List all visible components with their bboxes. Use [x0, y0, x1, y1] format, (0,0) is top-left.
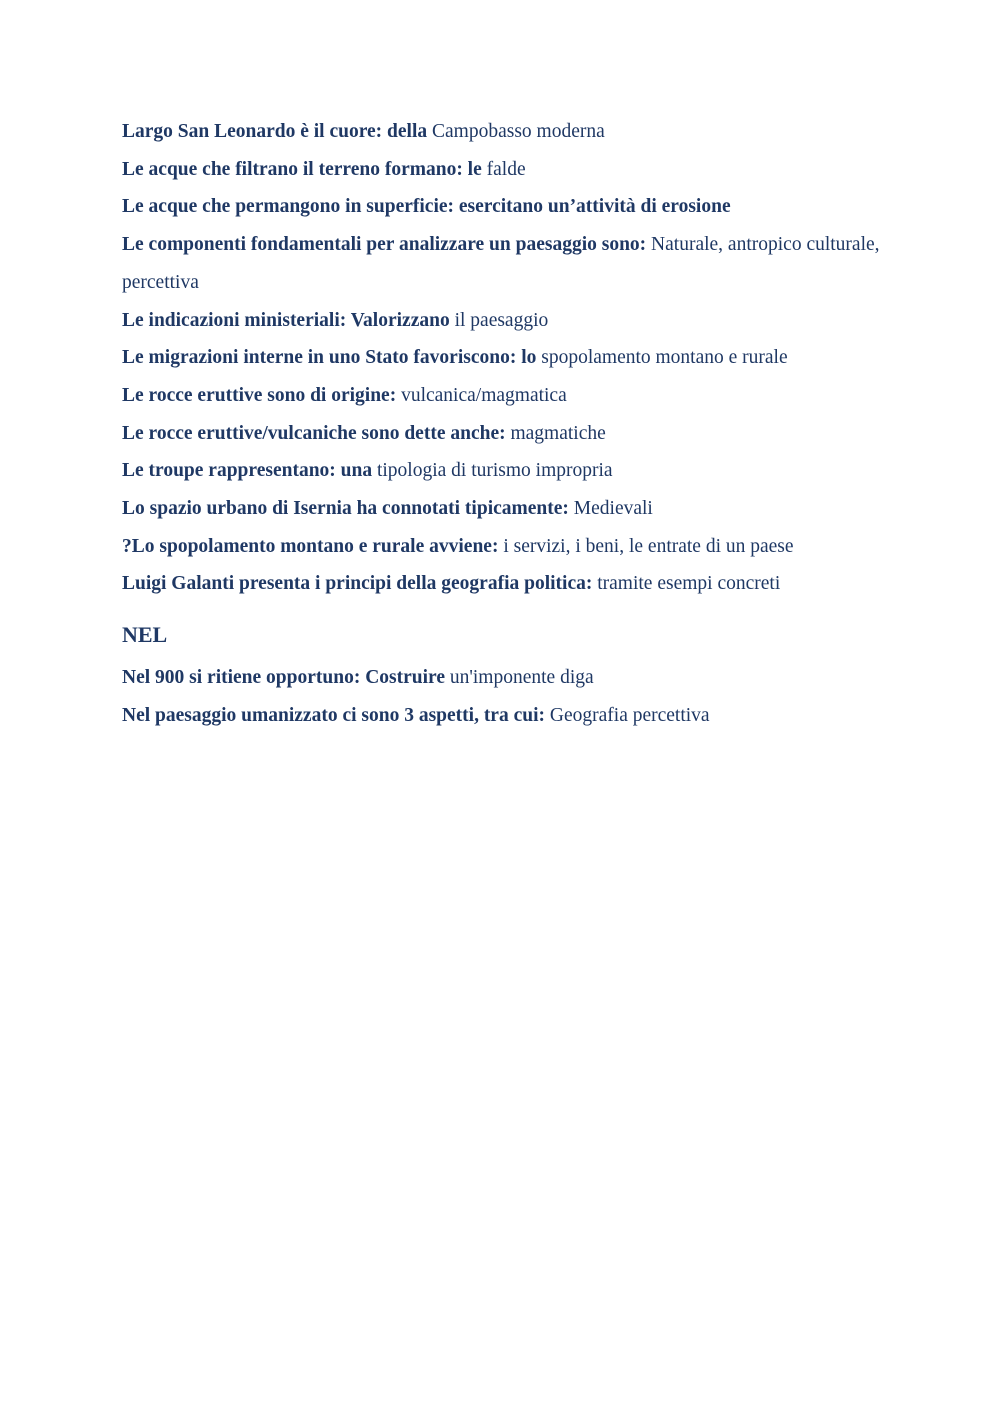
question-text: Le indicazioni ministeriali: Valorizzano: [122, 309, 450, 331]
qa-line: [122, 697, 882, 735]
section-heading: NEL: [122, 622, 168, 648]
section-nel: [122, 615, 882, 734]
answer-text: Naturale, antropico culturale, percettiva: [122, 234, 880, 293]
qa-line: [122, 226, 882, 301]
answer-text: vulcanica/magmatica: [396, 384, 567, 406]
document-content: [122, 113, 882, 735]
answer-text: tipologia di turismo impropria: [372, 460, 613, 482]
answer-text: magmatiche: [505, 422, 606, 444]
question-text: Largo San Leonardo è il cuore: della: [122, 121, 428, 142]
answer-text: Geografia percettiva: [545, 704, 710, 726]
question-text: Nel paesaggio umanizzato ci sono 3 aspetti, tra cui:: [122, 704, 546, 726]
qa-line: [122, 302, 882, 340]
qa-line: [122, 528, 882, 566]
qa-line: [122, 339, 882, 377]
answer-text: Medievali: [568, 498, 653, 520]
answer-text: spopolamento montano e rurale: [536, 347, 788, 369]
answer-text: il paesaggio: [449, 309, 549, 331]
qa-line: [122, 565, 882, 603]
question-text: Le componenti fondamentali per analizzare un paesaggio sono:: [122, 234, 647, 256]
qa-line: [122, 490, 882, 528]
question-text: Nel 900 si ritiene opportuno: Costruire: [122, 667, 445, 689]
question-text: Le troupe rappresentano: una: [122, 460, 373, 482]
qa-line: [122, 188, 882, 226]
question-text: Le rocce eruttive sono di origine:: [122, 384, 397, 406]
answer-text: i servizi, i beni, le entrate di un paese: [498, 535, 794, 557]
qa-line: [122, 659, 882, 697]
answer-text: un'imponente diga: [445, 667, 594, 689]
qa-line: [122, 113, 882, 151]
question-text: Luigi Galanti presenta i principi della geografia politica:: [122, 573, 593, 595]
question-text: Lo spazio urbano di Isernia ha connotati tipicamente:: [122, 498, 569, 520]
qa-line: [122, 151, 882, 189]
answer-text: falde: [481, 158, 526, 180]
question-text: Le rocce eruttive/vulcaniche sono dette anche:: [122, 422, 506, 444]
question-text: ?Lo spopolamento montano e rurale avviene:: [122, 535, 499, 557]
qa-line: [122, 415, 882, 453]
answer-text: Campobasso moderna: [427, 121, 605, 142]
answer-text: tramite esempi concreti: [592, 573, 781, 595]
section-l: [122, 113, 882, 603]
question-text: Le acque che permangono in superficie: esercitano un’attività di erosione: [122, 196, 731, 218]
question-text: Le acque che filtrano il terreno formano: le: [122, 158, 482, 180]
question-text: Le migrazioni interne in uno Stato favoriscono: lo: [122, 347, 537, 369]
qa-line: [122, 452, 882, 490]
qa-line: [122, 377, 882, 415]
